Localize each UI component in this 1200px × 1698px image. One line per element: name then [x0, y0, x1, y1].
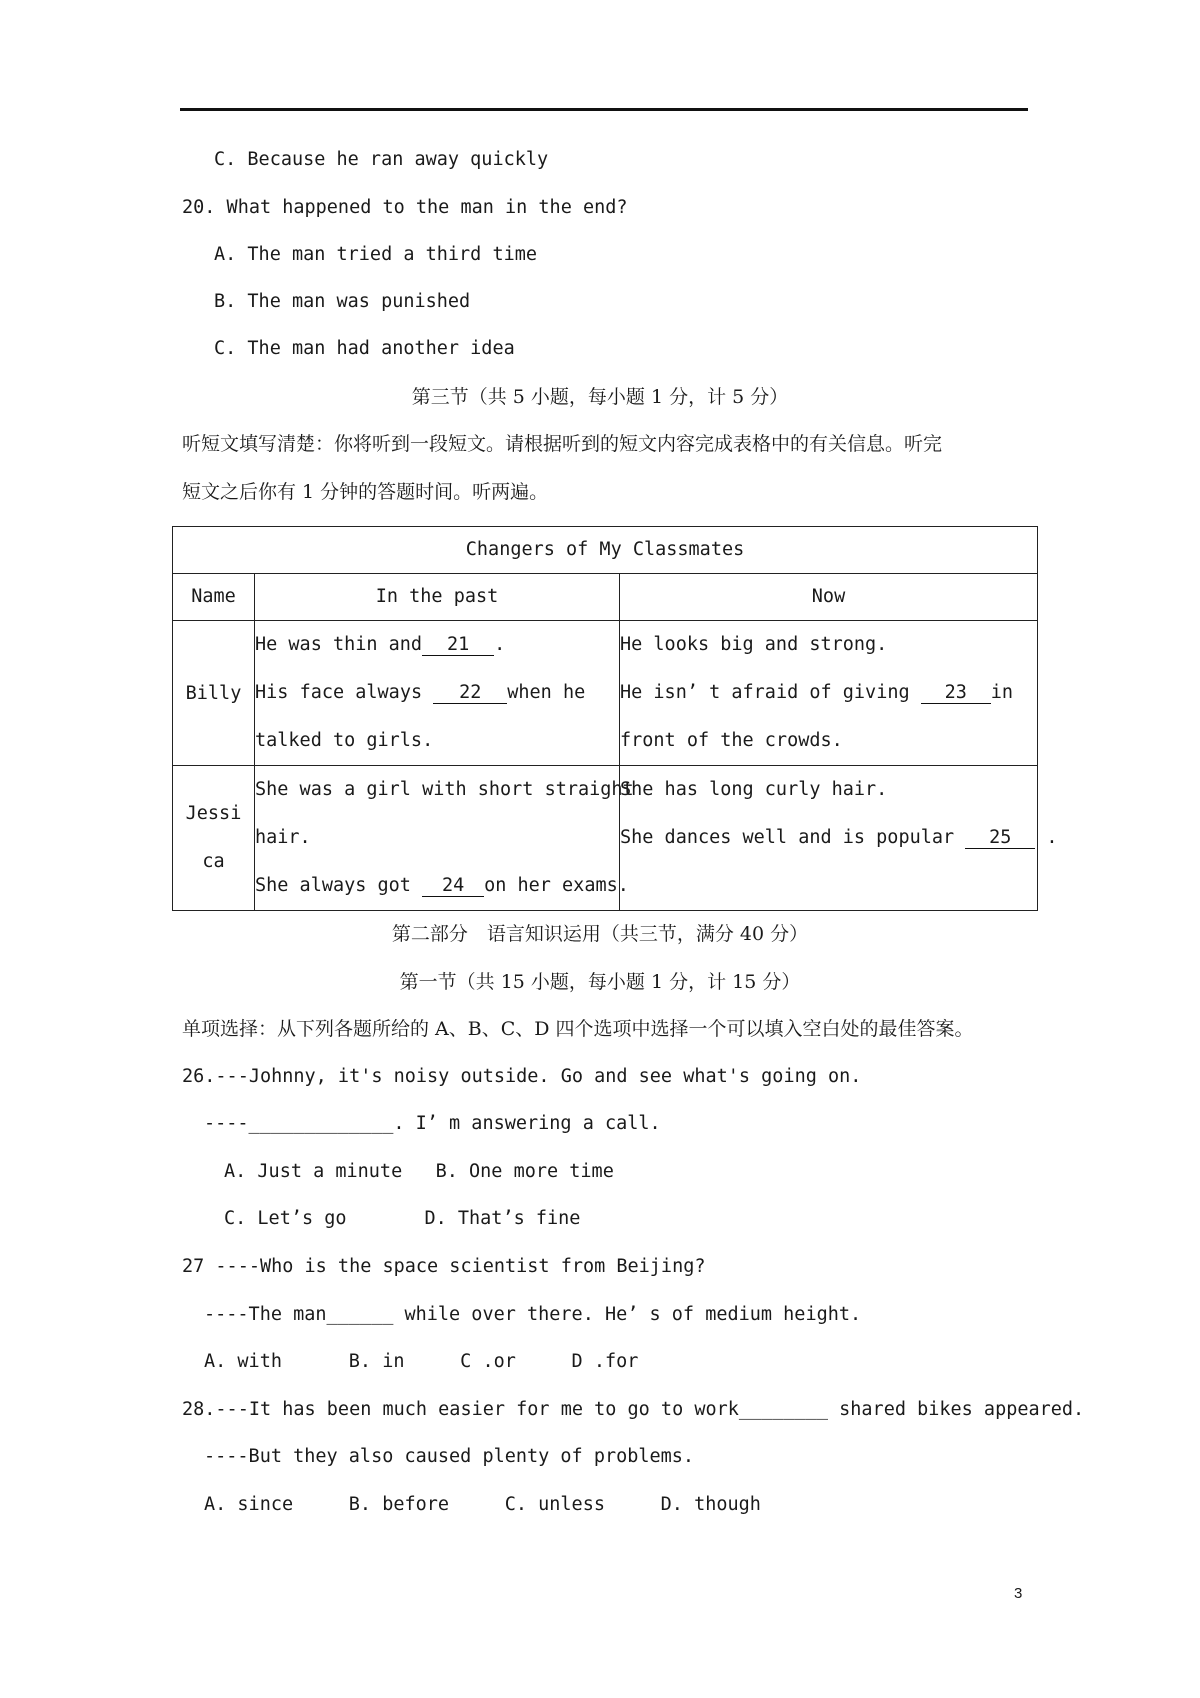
word: of — [809, 682, 832, 703]
q28-line2: ----But they also caused plenty of problems. — [204, 1446, 695, 1467]
jessica-past-line3: She always got — [255, 875, 411, 896]
billy-now-line1: He looks big and strong. — [620, 634, 888, 655]
q27-options: A. with B. in C .or D .for — [204, 1351, 639, 1372]
billy-past-line3: talked to girls. — [255, 730, 434, 751]
table-caption: Changers of My Classmates — [173, 527, 1038, 574]
table-row — [173, 621, 1038, 766]
word: always — [355, 682, 423, 703]
q26-options-line2: C. Let’s go D. That’s fine — [224, 1208, 581, 1229]
q28-options: A. since B. before C. unless D. though — [204, 1494, 761, 1515]
part2-heading: 第二部分 语言知识运用（共三节，满分 40 分） — [391, 923, 809, 945]
part2-section1-heading: 第一节（共 15 小题，每小题 1 分，计 15 分） — [399, 971, 801, 993]
part2-instruction: 单项选择：从下列各题所给的 A、B、C、D 四个选项中选择一个可以填入空白处的最佳答案。 — [182, 1018, 974, 1040]
q19-option-c: C. Because he ran away quickly — [214, 149, 549, 170]
q27-line1: 27 ----Who is the space scientist from Beijing? — [182, 1256, 706, 1277]
word: in — [990, 682, 1014, 703]
jessica-now-line2: She dances well and is popular — [620, 827, 955, 848]
jessica-now-cell — [620, 766, 1058, 911]
period: . — [1046, 827, 1058, 848]
jessica-past-cell — [255, 766, 634, 911]
q26-line1: 26.---Johnny, it's noisy outside. Go and see what's going on. — [182, 1066, 862, 1087]
blank-23: 23 — [921, 683, 991, 704]
name-line1: Jessi — [185, 803, 242, 824]
blank-24: 24 — [422, 876, 484, 897]
header-name: Name — [173, 574, 255, 621]
header-now: Now — [620, 574, 1038, 621]
header-past: In the past — [255, 574, 620, 621]
q28-line1: 28.---It has been much easier for me to go to work________ shared bikes appeared. — [182, 1399, 1085, 1420]
q27-line2: ----The man______ while over there. He’ s of medium height. — [204, 1304, 862, 1325]
word: afraid — [731, 682, 799, 703]
word: His — [255, 682, 289, 703]
name-billy: Billy — [173, 621, 255, 766]
billy-past-cell — [255, 621, 620, 766]
period: . — [494, 634, 506, 655]
billy-now-line3: front of the crowds. — [620, 730, 843, 751]
q20-option-b: B. The man was punished — [214, 291, 471, 312]
page-number: 3 — [1014, 1585, 1023, 1602]
q20-question: 20. What happened to the man in the end? — [182, 197, 628, 218]
word: isn’ t — [653, 682, 721, 703]
blank-25: 25 — [965, 828, 1035, 849]
classmates-table — [172, 526, 1058, 911]
q26-line2: ----_____________. I’ m answering a call. — [204, 1113, 661, 1134]
word: he — [562, 682, 586, 703]
section3-instruction-line2: 短文之后你有 1 分钟的答题时间。听两遍。 — [182, 481, 549, 503]
section3-instruction-line1: 听短文填写清楚：你将听到一段短文。请根据听到的短文内容完成表格中的有关信息。听完 — [182, 433, 943, 455]
jessica-past-line2: hair. — [255, 827, 311, 848]
word: face — [299, 682, 345, 703]
name-line2: ca — [202, 851, 225, 872]
q20-option-a: A. The man tried a third time — [214, 244, 538, 265]
header-rule — [180, 108, 1028, 111]
billy-now-cell — [620, 621, 1038, 766]
table-row — [173, 766, 1038, 911]
jessica-past-line1: She was a girl with short straight — [255, 779, 634, 800]
name-jessica — [173, 766, 255, 911]
word: He — [620, 682, 643, 703]
q20-option-c: C. The man had another idea — [214, 338, 515, 359]
blank-21: 21 — [422, 635, 494, 656]
word: giving — [842, 682, 910, 703]
word: when — [507, 682, 552, 703]
billy-past-line1: He was thin and — [255, 634, 423, 655]
word: on her exams. — [484, 875, 629, 896]
q26-options-line1: A. Just a minute B. One more time — [224, 1161, 614, 1182]
jessica-now-line1: She has long curly hair. — [620, 779, 888, 800]
blank-22: 22 — [433, 683, 507, 704]
section3-heading: 第三节（共 5 小题，每小题 1 分，计 5 分） — [411, 386, 789, 408]
